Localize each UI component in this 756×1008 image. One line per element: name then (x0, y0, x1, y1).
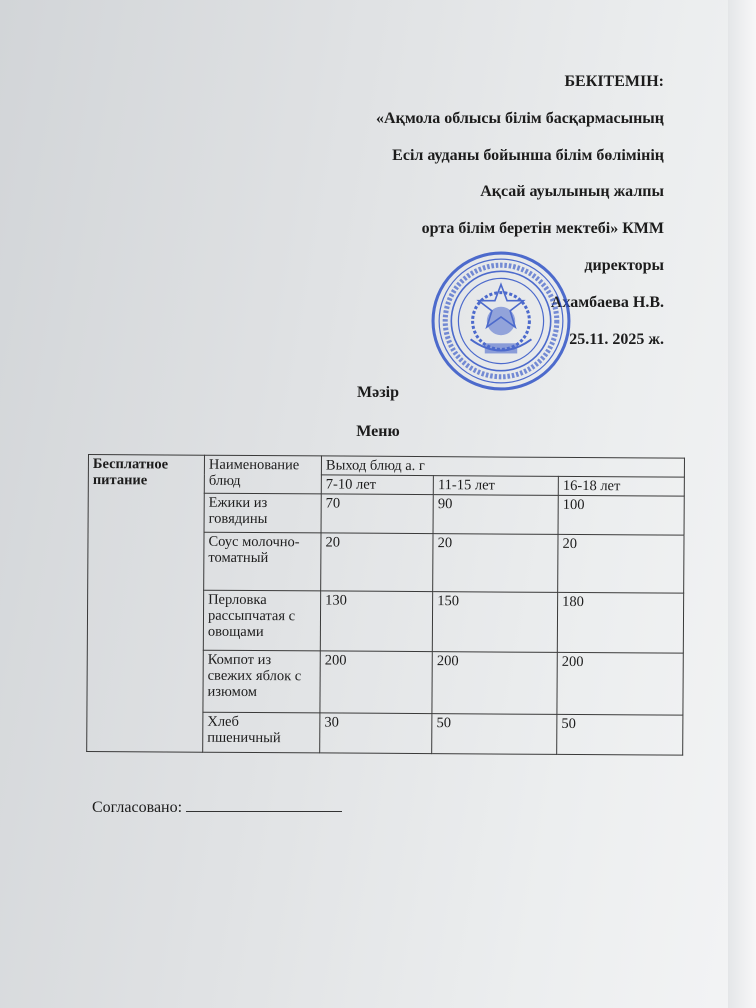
approval-heading: БЕКІТЕМІН: (564, 73, 664, 90)
approval-date: 25.11. 2025 ж. (569, 330, 664, 348)
output-header-cell: Выход блюд а. г (321, 456, 684, 477)
dish-name-cell: Компот из свежих яблок с изюмом (203, 650, 320, 713)
menu-title-russian: Меню (356, 423, 400, 440)
value-cell: 130 (320, 591, 433, 652)
approval-line-org-4: орта білім беретін мектебі» КММ (421, 220, 664, 238)
approval-line-org-3: Ақсай ауылының жалпы (480, 183, 664, 201)
menu-table (86, 454, 685, 756)
age-group-cell: 11-15 лет (433, 476, 558, 496)
age-group-cell: 16-18 лет (558, 476, 684, 496)
value-cell: 50 (432, 714, 557, 755)
dish-name-cell: Ежики из говядины (204, 493, 321, 533)
dish-name-cell: Хлеб пшеничный (203, 712, 320, 753)
value-cell: 200 (557, 652, 683, 715)
approval-position: директоры (584, 256, 664, 274)
dish-name-cell: Соус молочно-томатный (204, 532, 321, 591)
value-cell: 200 (432, 652, 557, 715)
signature-block (92, 797, 342, 817)
value-cell: 50 (557, 714, 683, 755)
value-cell: 90 (433, 495, 558, 535)
age-group-cell: 7-10 лет (321, 475, 433, 495)
value-cell: 20 (558, 534, 684, 593)
value-cell: 200 (320, 651, 433, 714)
value-cell: 30 (320, 713, 432, 754)
approval-line-org-2: Есіл ауданы бойынша білім бөлімінің (392, 146, 664, 164)
approval-name: Ахамбаева Н.В. (550, 293, 664, 311)
approval-line-org-1: «Ақмола облысы білім басқармасының (376, 109, 664, 127)
official-stamp-icon (430, 250, 572, 392)
background-edge (728, 0, 756, 1008)
table-header-row (88, 455, 684, 478)
signature-label: Согласовано: (92, 799, 183, 816)
value-cell: 20 (321, 533, 434, 592)
dish-header-cell: Наименование блюд (204, 455, 321, 494)
free-meal-cell: Бесплатное питание (87, 455, 205, 753)
signature-line (186, 797, 342, 812)
value-cell: 20 (433, 534, 558, 593)
value-cell: 180 (557, 592, 683, 653)
dish-name-cell: Перловка рассыпчатая с овощами (203, 590, 320, 651)
menu-title-kazakh: Мәзір (357, 384, 399, 401)
value-cell: 70 (321, 494, 433, 534)
value-cell: 100 (558, 495, 684, 535)
value-cell: 150 (432, 592, 557, 653)
